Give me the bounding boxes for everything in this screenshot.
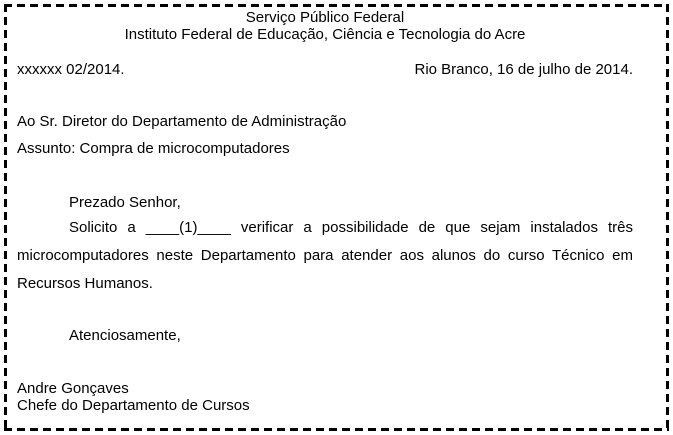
closing-line: Atenciosamente,	[69, 327, 181, 344]
meta-row	[17, 61, 633, 79]
dashed-border-left	[4, 4, 7, 431]
greeting-line: Prezado Senhor,	[69, 194, 181, 211]
signature-block	[17, 380, 633, 414]
body-paragraph	[17, 214, 633, 298]
body-line-2: microcomputadores neste Departamento para atender aos alunos do curso Técnico em	[17, 247, 633, 264]
place-and-date: Rio Branco, 16 de julho de 2014.	[414, 61, 633, 78]
dashed-border-bottom	[4, 428, 669, 431]
signature-name: Andre Gonçaves	[17, 380, 129, 397]
body-line-1: Solicito a ____(1)____ verificar a possibilidade de que sejam instalados três	[69, 219, 633, 236]
recipient-line: Ao Sr. Diretor do Departamento de Administração	[17, 113, 347, 130]
subject-line: Assunto: Compra de microcomputadores	[17, 140, 290, 157]
document-reference: xxxxxx 02/2014.	[17, 61, 125, 78]
header-org-line1: Serviço Público Federal	[245, 9, 405, 26]
dashed-border-top	[4, 4, 669, 7]
body-line-3: Recursos Humanos.	[17, 275, 153, 292]
dashed-border-right	[666, 4, 669, 431]
header-org-line2: Instituto Federal de Educação, Ciência e Tecnologia do Acre	[124, 26, 526, 43]
signature-title: Chefe do Departamento de Cursos	[17, 397, 250, 414]
